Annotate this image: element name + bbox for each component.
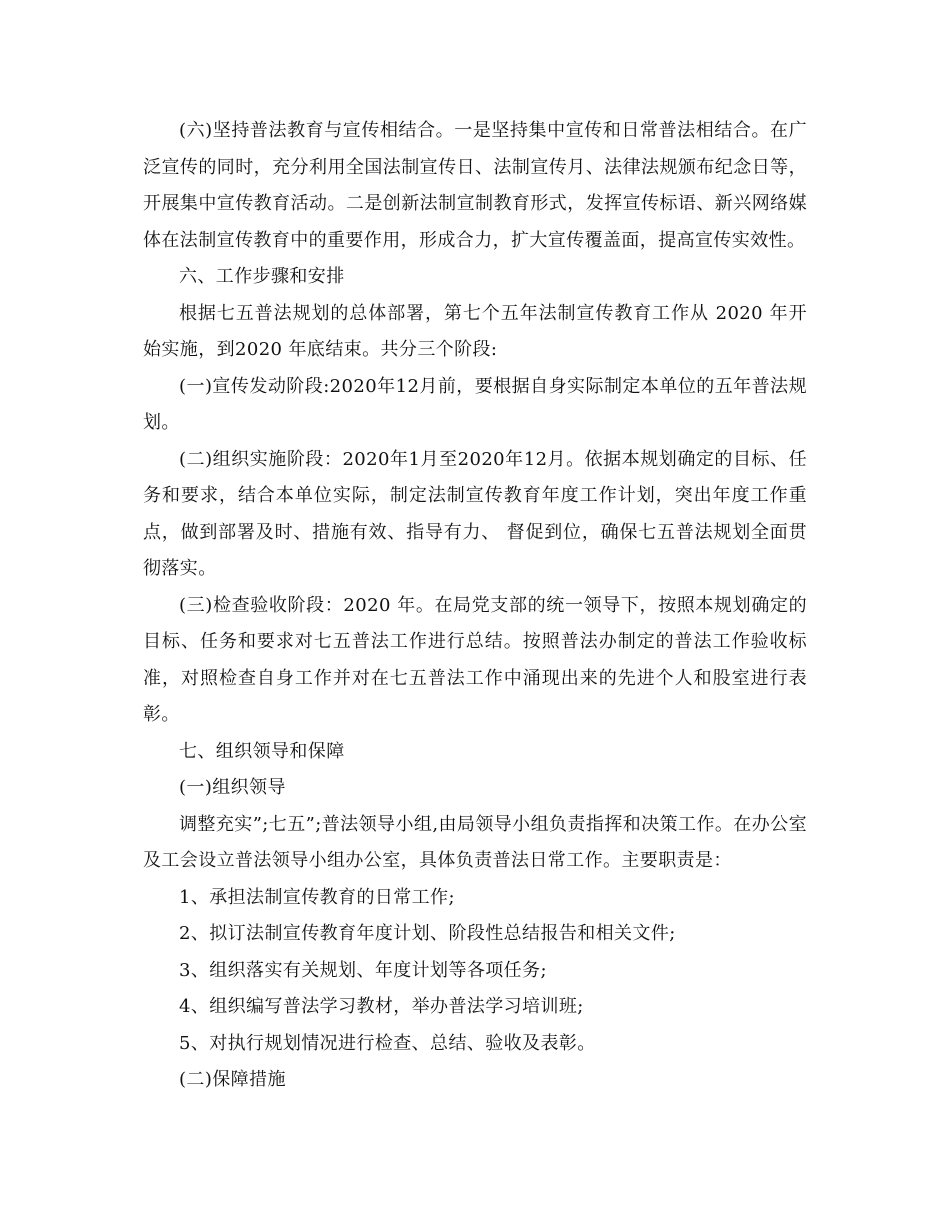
list-item-duty-1: 1、承担法制宣传教育的日常工作; [179,886,455,908]
section-heading-six: 六、工作步骤和安排 [179,266,345,287]
paragraph-principle-six: (六)坚持普法教育与宣传相结合。一是坚持集中宣传和日常普法相结合。在广泛宣传的同时，充分利用全国法制宣传日、法制宣传月、法律法规颁布纪念日等，开展集中宣传教育活动。二是创新法制宣制教育形式，发挥宣传标语、新兴网络媒体在法制宣传教育中的重要作用，形成合力，扩大宣传覆盖面，提高宣传实效性。 [143,120,807,251]
list-item-duty-5: 5、对执行规划情况进行检查、总结、验收及表彰。 [179,1032,596,1054]
paragraph-stage-two: (二)组织实施阶段：2020年1月至2020年12月。依据本规划确定的目标、任务和要求，结合本单位实际，制定法制宣传教育年度工作计划，突出年度工作重点，做到部署及时、措施有效、指导有力、 督促到位，确保七五普法规划全面贯彻落实。 [143,448,807,579]
paragraph-leadership: 调整充实”;七五”;普法领导小组,由局领导小组负责指挥和决策工作。在办公室及工会设立普法领导小组办公室，具体负责普法日常工作。主要职责是： [143,813,807,871]
list-item-duty-2: 2、拟订法制宣传教育年度计划、阶段性总结报告和相关文件; [179,923,676,944]
section-heading-seven: 七、组织领导和保障 [179,740,345,762]
document-body [143,113,807,1099]
list-item-duty-4: 4、组织编写普法学习教材，举办普法学习培训班; [179,996,584,1017]
paragraph-overview: 根据七五普法规划的总体部署，第七个五年法制宣传教育工作从 2020 年开始实施，到2020 年底结束。共分三个阶段: [143,302,807,360]
paragraph-stage-one: (一)宣传发动阶段:2020年12月前，要根据自身实际制定本单位的五年普法规划。 [143,375,807,433]
subheading-organization: (一)组织领导 [179,777,286,798]
paragraph-stage-three: (三)检查验收阶段：2020 年。在局党支部的统一领导下，按照本规划确定的目标、任务和要求对七五普法工作进行总结。按照普法办制定的普法工作验收标准，对照检查自身工作并对在七五普法工作中涌现出来的先进个人和股室进行表彰。 [143,594,807,725]
subheading-safeguards: (二)保障措施 [179,1069,286,1090]
list-item-duty-3: 3、组织落实有关规划、年度计划等各项任务; [179,959,547,981]
